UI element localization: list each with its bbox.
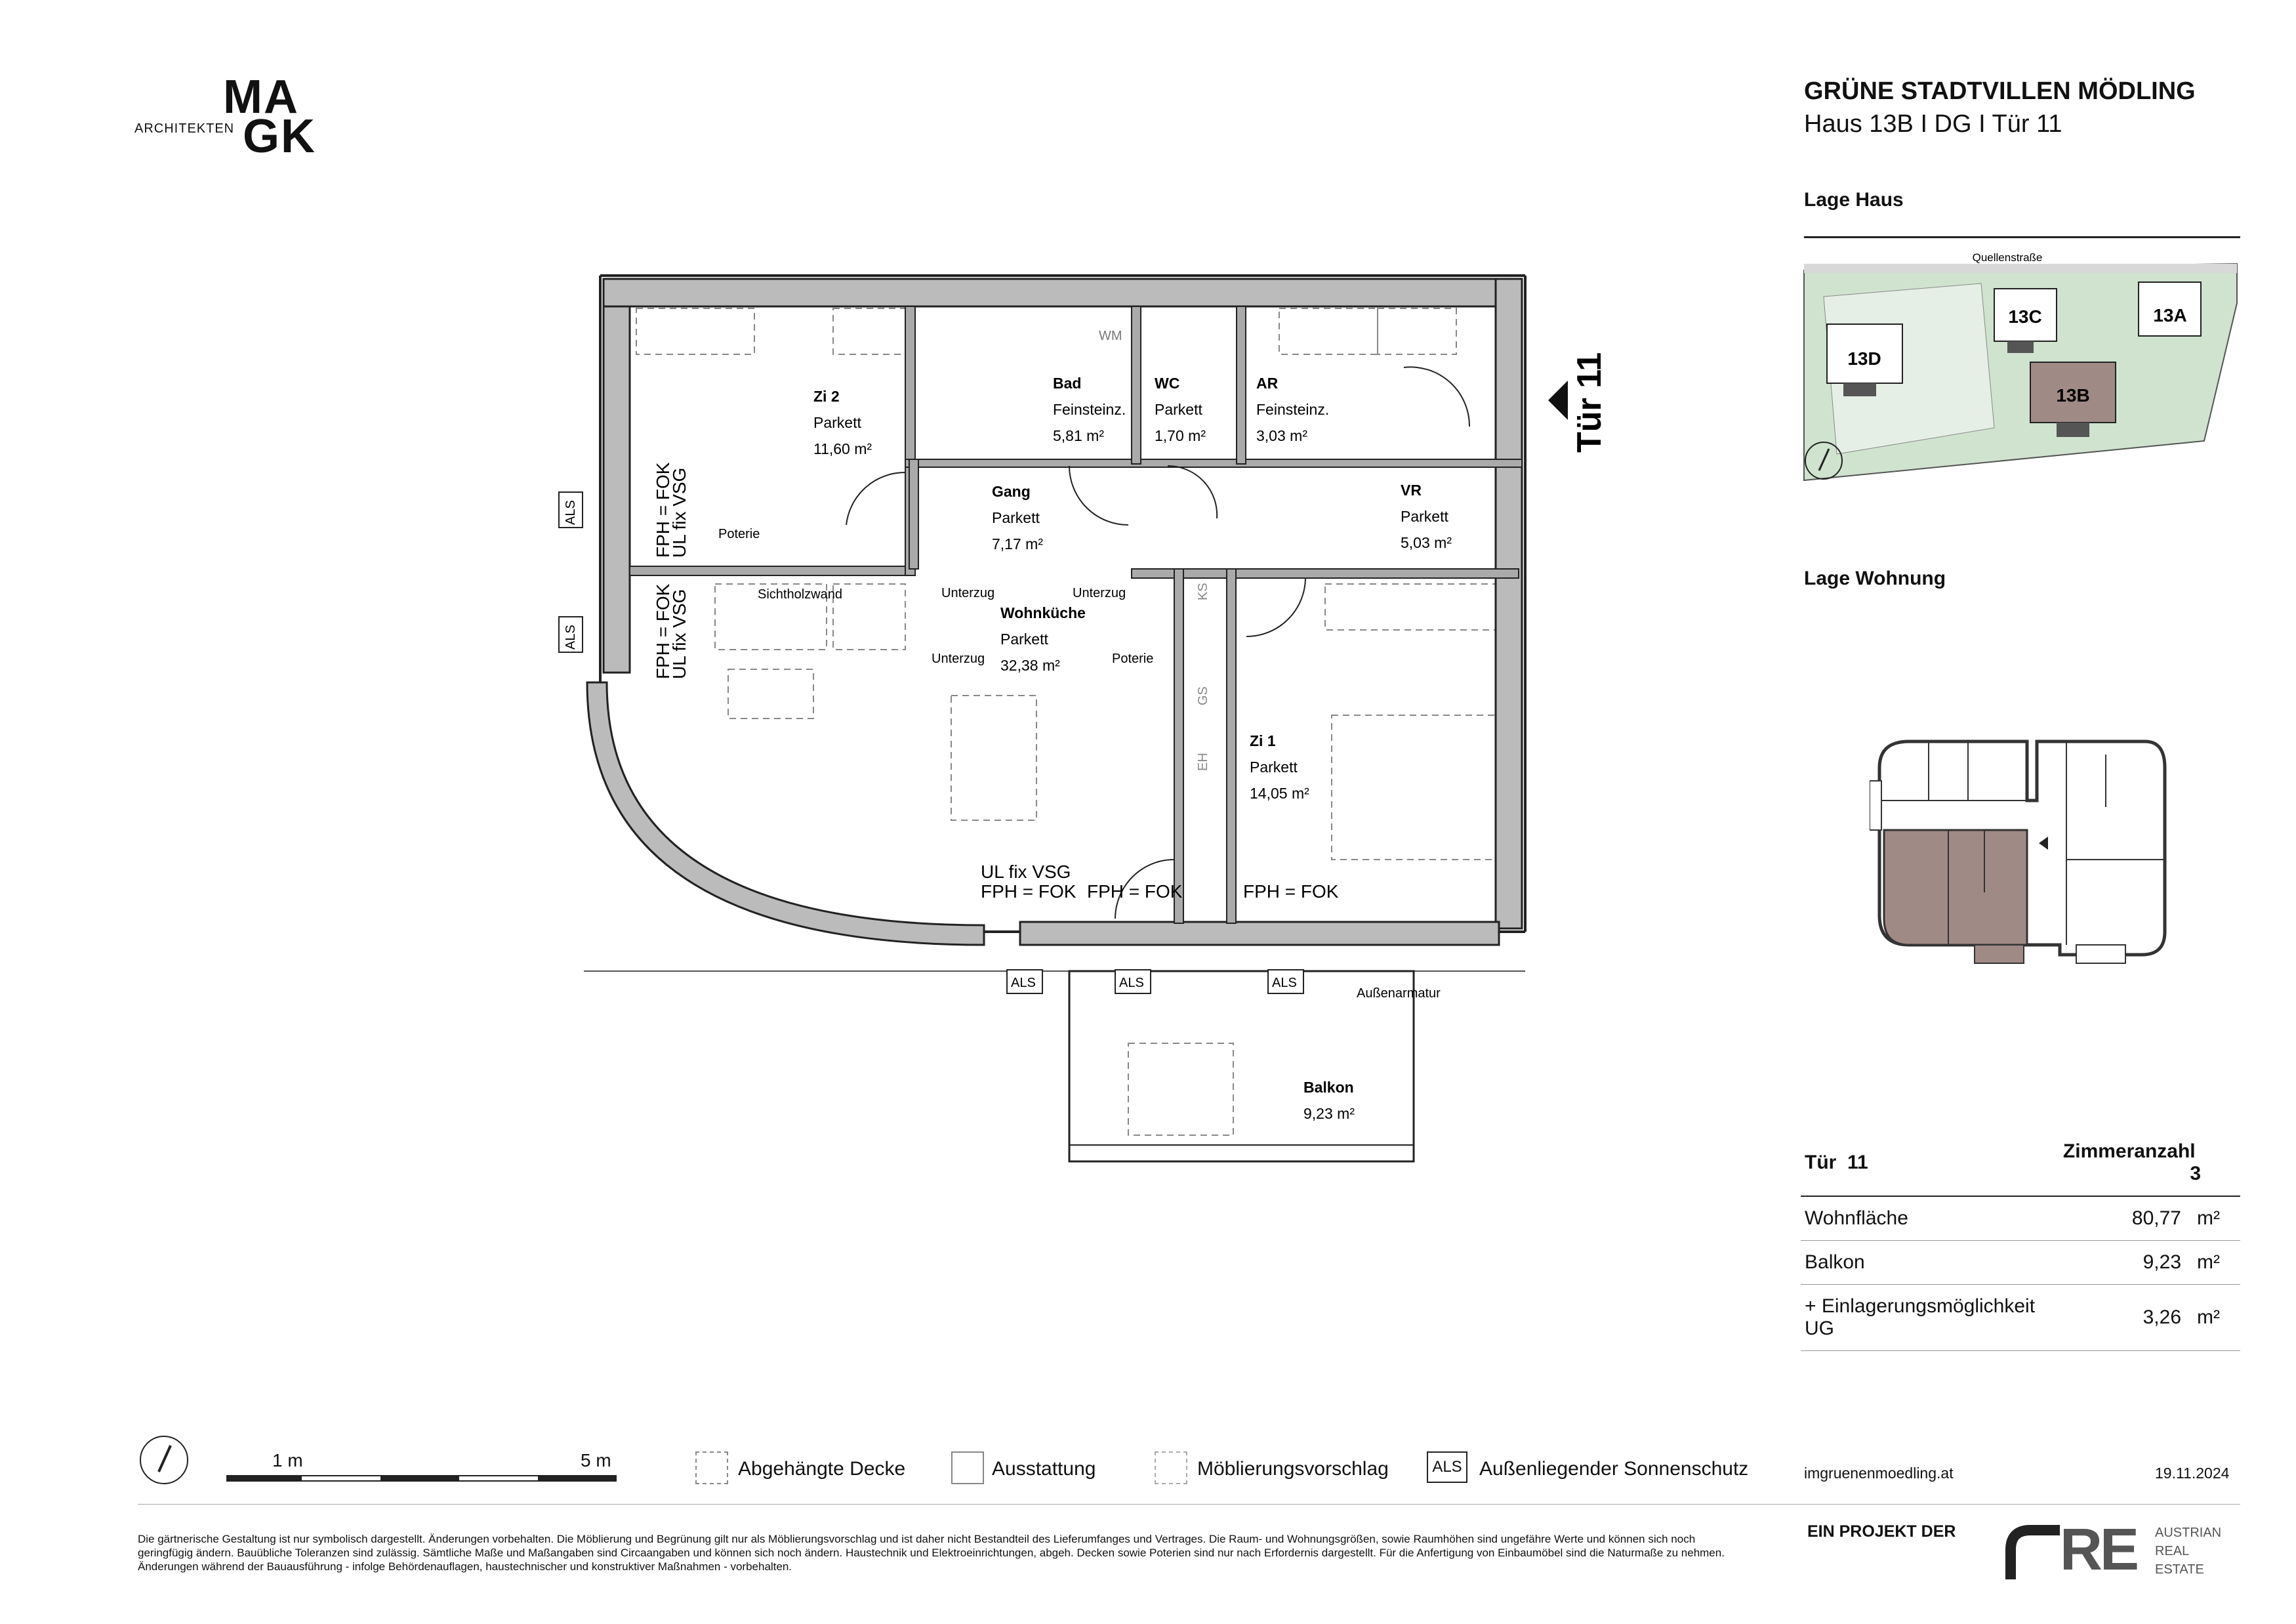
legend-sonnenschutz: Außenliegender Sonnenschutz (1479, 1458, 1749, 1480)
room-bad-floor: Feinsteinz. (1053, 401, 1126, 418)
lage-haus-heading: Lage Haus (1804, 189, 1904, 211)
house-13c-label: 13C (2008, 306, 2042, 327)
rooms-count: 3 (2190, 1163, 2201, 1184)
ul-fix-vsg-label: UL fix VSG (981, 862, 1071, 882)
project-by-label: EIN PROJEKT DER (1807, 1522, 1956, 1541)
eh-label: EH (1196, 753, 1210, 771)
fph-fok-label: FPH = FOK (1087, 881, 1183, 902)
room-balkon-name: Balkon (1303, 1079, 1354, 1096)
table-row (1801, 1196, 2240, 1241)
unterzug-label: Unterzug (932, 652, 985, 666)
fph-fok-label: FPH = FOK (1243, 881, 1339, 902)
plan-date: 19.11.2024 (2155, 1465, 2230, 1482)
legend-swatch-furniture (1155, 1451, 1187, 1484)
row-unit: m² (2185, 1241, 2240, 1285)
room-ar-area: 3,03 m² (1256, 427, 1307, 444)
room-vr-area: 5,03 m² (1401, 534, 1452, 551)
legend-swatch-dashed-ceiling (695, 1451, 728, 1484)
room-zi1-area: 14,05 m² (1250, 785, 1309, 802)
room-wc-floor: Parkett (1155, 401, 1202, 418)
sichtholzwand-label: Sichtholzwand (758, 587, 842, 602)
legend-ausstattung: Ausstattung (992, 1458, 1096, 1480)
door-label: Tür 11 (1570, 352, 1609, 453)
room-ar-floor: Feinsteinz. (1256, 401, 1330, 418)
brand-line: AUSTRIAN (2155, 1526, 2222, 1540)
austrian-real-estate-logo-icon (2004, 1524, 2063, 1583)
website-link[interactable]: imgruenenmoedling.at (1804, 1465, 1954, 1482)
unterzug-label: Unterzug (941, 586, 995, 600)
fph-fok-label: FPH = FOK (653, 583, 673, 679)
als-label: ALS (1119, 976, 1144, 990)
room-zi1-name: Zi 1 (1250, 732, 1276, 749)
project-subtitle: Haus 13B I DG I Tür 11 (1804, 110, 2062, 138)
room-wc-area: 1,70 m² (1155, 427, 1206, 444)
row-label: Balkon (1801, 1241, 2050, 1285)
als-label: ALS (1011, 976, 1036, 990)
poterie-label: Poterie (1112, 652, 1154, 666)
project-title: GRÜNE STADTVILLEN MÖDLING (1804, 77, 2196, 105)
poterie-label: Poterie (718, 527, 760, 541)
gs-label: GS (1196, 686, 1210, 705)
north-arrow-icon (138, 1434, 190, 1486)
room-ar-name: AR (1256, 375, 1279, 392)
room-zi2-area: 11,60 m² (813, 440, 872, 457)
table-row (1801, 1285, 2240, 1351)
legend-moeblierungsvorschlag: Möblierungsvorschlag (1197, 1458, 1389, 1480)
als-label: ALS (564, 625, 578, 650)
room-balkon-area: 9,23 m² (1303, 1105, 1355, 1122)
aussenarmatur-label: Außenarmatur (1357, 986, 1441, 1001)
room-wc-name: WC (1155, 375, 1180, 392)
room-bad-area: 5,81 m² (1053, 427, 1104, 444)
room-wohnkueche-area: 32,38 m² (1000, 657, 1060, 674)
scale-5m-label: 5 m (581, 1450, 611, 1470)
room-gang-floor: Parkett (992, 509, 1040, 526)
entrance-arrow-icon (1548, 381, 1568, 420)
unit-number: 11 (1847, 1152, 1868, 1173)
logo-architekten-text: ARCHITEKTEN (134, 121, 235, 136)
row-label: + Einlagerungsmöglichkeit UG (1801, 1285, 2050, 1351)
street-label: Quellenstraße (1972, 251, 2043, 264)
logo-ma: MA (223, 71, 299, 123)
scale-bar (226, 1473, 617, 1484)
brand-line: REAL (2155, 1544, 2190, 1558)
disclaimer-text: Die gärtnerische Gestaltung ist nur symbolisch dargestellt. Änderungen vorbehalten. Die Möblierung und Begrünung gilt nur als Möblierungsvorschlag und ist daher nicht Bestandteil des Lieferumfanges und Vertrages. Die Raum- und Wohnungsgrößen, sowie Raumhöhen sind ungefähre Werte und können sich noch geringfügig ändern. Bauübliche Toleranzen sind zulässig. Sämtliche Maße und Maßangaben sind Circaangaben und können sich noch ändern. Haustechnik und Elektroeinrichtungen, abgeh. Decken sowie Poterien sind nur nach Erfordernis dargestellt. Für die Anfertigung von Einbaumöbel sind die Naturmaße zu nehmen. Änderungen während der Bauausführung - infolge Behördenauflagen, haustechnischer und konstruktiver Maßnahmen - vorbehalten. (138, 1533, 1725, 1573)
room-vr-floor: Parkett (1401, 508, 1448, 525)
room-zi2-name: Zi 2 (813, 388, 840, 405)
lage-wohnung-heading: Lage Wohnung (1804, 568, 1946, 589)
ks-label: KS (1196, 583, 1210, 600)
room-gang-name: Gang (992, 483, 1031, 500)
room-zi1-floor: Parkett (1250, 759, 1298, 776)
brand-text (2155, 1524, 2221, 1579)
legend-abgehaengte-decke: Abgehängte Decke (738, 1458, 906, 1480)
row-label: Wohnfläche (1801, 1196, 2050, 1241)
room-zi2-floor: Parkett (813, 414, 861, 431)
table-row (1801, 1241, 2240, 1285)
als-label: ALS (564, 500, 578, 525)
ul-fix-vsg-label: UL fix VSG (669, 467, 689, 558)
brand-line: ESTATE (2155, 1562, 2204, 1577)
room-gang-area: 7,17 m² (992, 535, 1043, 552)
ul-fix-vsg-label: UL fix VSG (669, 589, 689, 679)
row-unit: m² (2185, 1285, 2240, 1351)
row-value: 3,26 (2050, 1285, 2185, 1351)
house-13b-label: 13B (2056, 385, 2090, 406)
legend-als-box: ALS (1427, 1451, 1467, 1483)
house-13d-label: 13D (1847, 348, 1881, 369)
room-wohnkueche-name: Wohnküche (1000, 604, 1086, 621)
room-wohnkueche-floor: Parkett (1000, 631, 1048, 648)
logo-gk: GK (243, 110, 316, 163)
unterzug-label: Unterzug (1073, 586, 1126, 600)
wm-label: WM (1099, 329, 1122, 343)
room-bad-name: Bad (1053, 375, 1082, 392)
fph-fok-label: FPH = FOK (981, 881, 1076, 902)
scale-1m-label: 1 m (272, 1450, 303, 1470)
curved-wall (587, 682, 984, 945)
fph-fok-label: FPH = FOK (653, 462, 673, 558)
rooms-label: Zimmeranzahl (2062, 1140, 2196, 1162)
brand-mark: RE (2060, 1517, 2137, 1583)
house-13a-label: 13A (2153, 305, 2187, 325)
als-label: ALS (1272, 976, 1297, 990)
unit-label: Tür (1805, 1152, 1837, 1173)
row-value: 80,77 (2050, 1196, 2185, 1241)
room-vr-name: VR (1401, 482, 1422, 499)
footer-divider (138, 1504, 2240, 1505)
row-value: 9,23 (2050, 1241, 2185, 1285)
legend-swatch-equipment (951, 1451, 984, 1484)
row-unit: m² (2185, 1196, 2240, 1241)
